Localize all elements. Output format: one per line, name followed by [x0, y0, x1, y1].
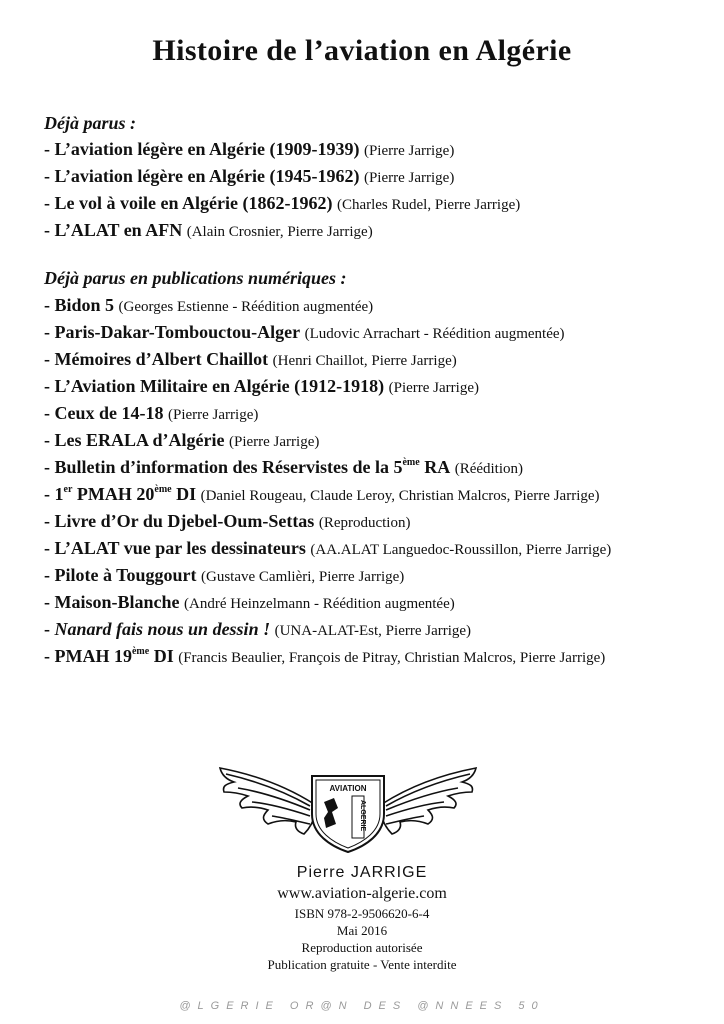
- list-item: [44, 508, 611, 535]
- list-item: [44, 400, 611, 427]
- list-item: [44, 373, 611, 400]
- series-footer: @LGERIE OR@N DES @NNEES 50: [179, 1000, 545, 1012]
- book-title: - Pilote à Touggourt: [44, 565, 197, 585]
- book-note: (Gustave Camlièri, Pierre Jarrige): [201, 569, 405, 585]
- left-wing-icon: [220, 768, 316, 834]
- list-item: [44, 589, 611, 616]
- reproduction-note: Reproduction autorisée: [301, 940, 423, 955]
- book-title: - L’aviation légère en Algérie (1945-1962): [44, 166, 360, 186]
- book-note: (Pierre Jarrige): [168, 407, 259, 423]
- list-item: [44, 217, 520, 244]
- website-link[interactable]: www.aviation-algerie.com: [277, 885, 447, 902]
- winged-aviation-badge-icon: [212, 762, 484, 854]
- book-title: - Bidon 5: [44, 295, 115, 315]
- publication-note: Publication gratuite - Vente interdite: [267, 957, 457, 972]
- superscript: er: [63, 484, 73, 495]
- list-item: [44, 481, 611, 508]
- section-heading-published: Déjà parus :: [44, 113, 137, 133]
- book-note: (Georges Estienne - Réédition augmentée): [118, 299, 374, 315]
- list-item: [44, 292, 611, 319]
- title-part: PMAH 20: [72, 484, 155, 504]
- book-title: - L’Aviation Militaire en Algérie (1912-1918): [44, 376, 385, 396]
- book-note: (Henri Chaillot, Pierre Jarrige): [272, 353, 457, 369]
- book-note: (Ludovic Arrachart - Réédition augmentée): [304, 326, 565, 342]
- list-item: [44, 562, 611, 589]
- book-title: Nanard fais nous un dessin !: [54, 619, 271, 639]
- title-part: - 1: [44, 484, 64, 504]
- book-title: - Livre d’Or du Djebel-Oum-Settas: [44, 511, 315, 531]
- book-title: - Ceux de 14-18: [44, 403, 164, 423]
- publication-date: Mai 2016: [336, 923, 388, 938]
- published-list: [44, 136, 520, 244]
- emblem-left-text: AVIATION: [329, 784, 367, 793]
- list-item: [44, 535, 611, 562]
- superscript: ème: [131, 646, 150, 657]
- list-item: [44, 163, 520, 190]
- isbn: ISBN 978-2-9506620-6-4: [294, 906, 430, 921]
- book-note: (UNA-ALAT-Est, Pierre Jarrige): [274, 623, 472, 639]
- book-note: (Pierre Jarrige): [363, 170, 455, 186]
- book-dash: -: [44, 619, 55, 639]
- digital-list: [44, 292, 611, 670]
- book-note: (Daniel Rougeau, Claude Leroy, Christian Malcros, Pierre Jarrige): [200, 488, 600, 504]
- book-title: - L’ALAT en AFN: [44, 220, 183, 240]
- book-title: - Les ERALA d’Algérie: [44, 430, 225, 450]
- book-note: (Réédition): [454, 461, 524, 477]
- book-title: - L’aviation légère en Algérie (1909-1939): [44, 139, 360, 159]
- list-item: [44, 136, 520, 163]
- superscript: ème: [402, 457, 420, 468]
- list-item: [44, 616, 611, 643]
- book-title: [44, 646, 174, 666]
- list-item: [44, 427, 611, 454]
- book-title: - Le vol à voile en Algérie (1862-1962): [44, 193, 333, 213]
- book-note: (Charles Rudel, Pierre Jarrige): [336, 197, 521, 213]
- book-title: - Mémoires d’Albert Chaillot: [44, 349, 269, 369]
- emblem-right-text: ALGERIE: [359, 800, 366, 832]
- list-item: [44, 190, 520, 217]
- book-note: (Reproduction): [318, 515, 411, 531]
- book-note: (Pierre Jarrige): [363, 143, 455, 159]
- list-item: [44, 643, 611, 670]
- book-title: - Paris-Dakar-Tombouctou-Alger: [44, 322, 301, 342]
- title-part: - PMAH 19: [44, 646, 132, 666]
- right-wing-icon: [380, 768, 476, 834]
- book-note: (Pierre Jarrige): [228, 434, 320, 450]
- book-note: (Francis Beaulier, François de Pitray, Christian Malcros, Pierre Jarrige): [178, 650, 606, 666]
- book-note: (AA.ALAT Languedoc-Roussillon, Pierre Jarrige): [310, 542, 612, 558]
- page-title: Histoire de l’aviation en Algérie: [152, 34, 572, 67]
- book-title: - L’ALAT vue par les dessinateurs: [44, 538, 306, 558]
- book-note: (André Heinzelmann - Réédition augmentée): [184, 596, 455, 612]
- section-heading-digital: Déjà parus en publications numériques :: [44, 268, 347, 288]
- list-item: [44, 454, 611, 481]
- title-part: DI: [149, 646, 174, 666]
- book-title: [44, 484, 196, 504]
- list-item: [44, 319, 611, 346]
- book-title: - Maison-Blanche: [44, 592, 180, 612]
- title-part: DI: [171, 484, 197, 504]
- book-title: [44, 457, 450, 477]
- superscript: ème: [154, 484, 172, 495]
- title-part: RA: [419, 457, 451, 477]
- shield-icon: [312, 776, 384, 852]
- title-part: - Bulletin d’information des Réservistes de la 5: [44, 457, 403, 477]
- book-note: (Alain Crosnier, Pierre Jarrige): [186, 224, 373, 240]
- book-note: (Pierre Jarrige): [388, 380, 479, 396]
- author-name: Pierre JARRIGE: [296, 864, 428, 881]
- list-item: [44, 346, 611, 373]
